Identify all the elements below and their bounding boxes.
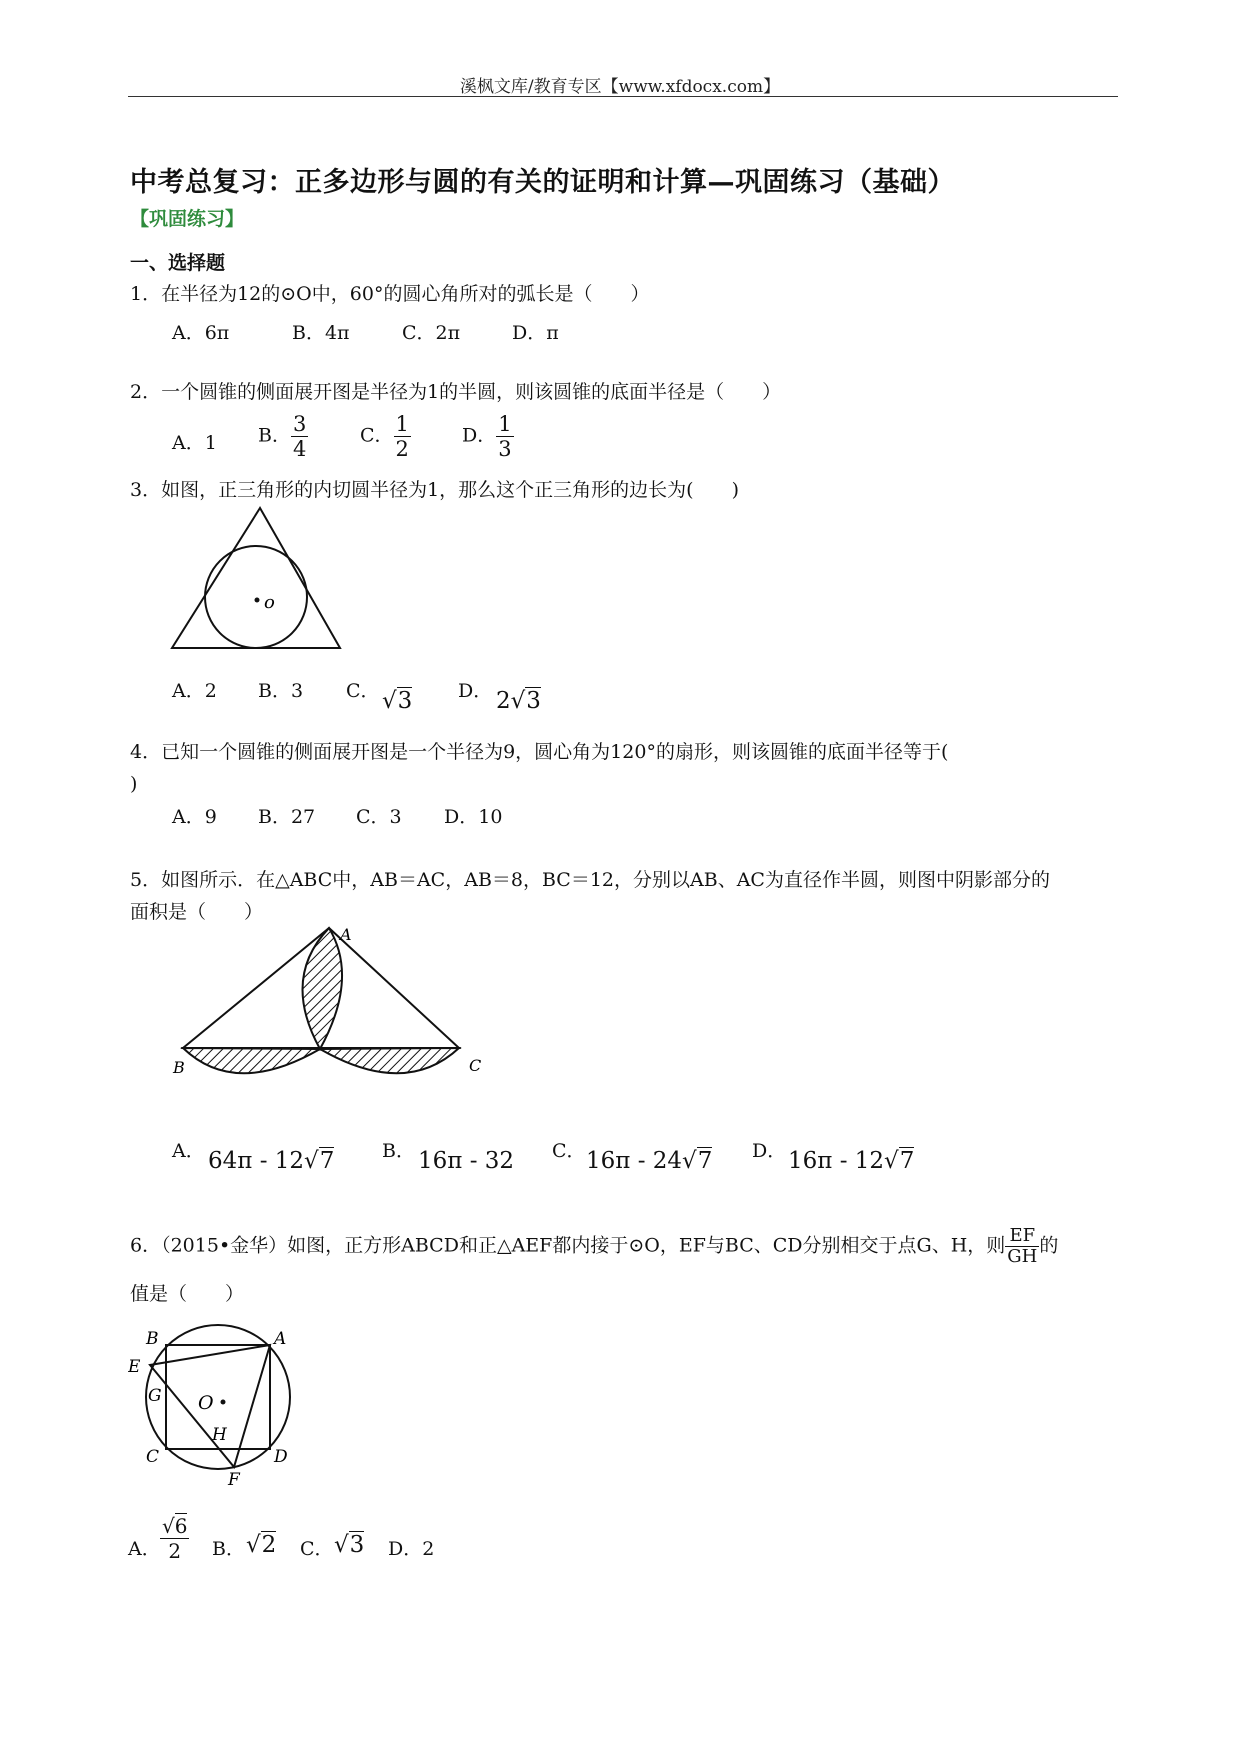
q5-label-c: C bbox=[469, 1056, 482, 1075]
q3-option-d-label: D． bbox=[458, 680, 493, 702]
q6-label-b: B bbox=[146, 1329, 159, 1349]
q6-option-b-label: B． bbox=[212, 1538, 245, 1560]
q6-option-d-label: D． bbox=[388, 1538, 423, 1560]
q5-option-d-expr: 16π - 12 bbox=[788, 1148, 885, 1174]
header-divider bbox=[128, 96, 1118, 97]
q5-option-c-radicand: 7 bbox=[697, 1148, 713, 1174]
q6-option-a-den: 2 bbox=[168, 1539, 182, 1563]
q2-option-a-value: 1 bbox=[204, 432, 217, 454]
q5-option-a-value bbox=[208, 1148, 334, 1174]
q2-option-c-fraction bbox=[394, 412, 411, 461]
page-header: 溪枫文库/教育专区【www.xfdocx.com】 bbox=[459, 77, 781, 97]
q6-option-d-value: 2 bbox=[422, 1538, 435, 1560]
q1-option-b: B．4π bbox=[292, 322, 350, 344]
q2-option-b-fraction bbox=[291, 412, 308, 461]
q6-option-a-num: √6 bbox=[162, 1514, 188, 1538]
question-5-stem-line1: 5．如图所示．在△ABC中，AB＝AC，AB＝8，BC＝12，分别以AB、AC为直径作半圆，则图中阴影部分的 bbox=[130, 869, 1050, 891]
question-6-stem-line1 bbox=[130, 1226, 1058, 1267]
question-6-stem-line2: 值是（ ） bbox=[130, 1283, 245, 1305]
q3-option-d-radicand: 3 bbox=[526, 688, 541, 714]
q3-option-a-label: A． bbox=[172, 680, 205, 702]
q2-option-c bbox=[360, 412, 411, 461]
q2-option-c-den: 2 bbox=[395, 437, 409, 461]
page-title: 中考总复习：正多边形与圆的有关的证明和计算—巩固练习（基础） bbox=[130, 167, 955, 198]
q2-option-b bbox=[258, 412, 308, 461]
q5-option-a-radical: √7 bbox=[304, 1148, 335, 1174]
q6-option-b-radical: √2 bbox=[246, 1532, 277, 1558]
q5-option-d-radicand: 7 bbox=[899, 1148, 915, 1174]
q5-option-c-value bbox=[586, 1148, 712, 1174]
q6-option-c-radicand: 3 bbox=[349, 1532, 365, 1558]
q2-option-a bbox=[172, 428, 217, 455]
q5-option-c-label: C． bbox=[552, 1140, 586, 1162]
q3-option-b-value: 3 bbox=[290, 680, 304, 702]
q5-label-a: A bbox=[340, 925, 352, 944]
q5-option-a-label: A． bbox=[172, 1140, 205, 1162]
q5-shaded-left bbox=[183, 1048, 320, 1073]
q5-option-c-expr: 16π - 24 bbox=[586, 1148, 683, 1174]
q6-option-a-radicand: 6 bbox=[174, 1514, 188, 1538]
q6-option-a-value bbox=[160, 1514, 189, 1563]
question-1-stem: 1．在半径为12的⊙O中，60°的圆心角所对的弧长是（ ） bbox=[130, 283, 650, 305]
q2-option-d-fraction bbox=[496, 412, 513, 461]
q4-option-d: D．10 bbox=[444, 806, 503, 828]
q3-option-b bbox=[258, 676, 303, 703]
q2-option-d-num: 1 bbox=[498, 412, 512, 436]
q2-option-d-den: 3 bbox=[498, 437, 512, 461]
question-2-stem: 2．一个圆锥的侧面展开图是半径为1的半圆，则该圆锥的底面半径是（ ） bbox=[130, 381, 782, 403]
q2-option-b-label: B． bbox=[258, 424, 291, 447]
q3-label-o: o bbox=[264, 592, 275, 613]
q6-label-c: C bbox=[146, 1447, 160, 1467]
q5-shaded-right bbox=[320, 1048, 459, 1073]
q6-option-c-label: C． bbox=[300, 1538, 334, 1560]
q5-option-d-value bbox=[788, 1148, 914, 1174]
q6-option-d bbox=[388, 1534, 434, 1561]
q5-label-b: B bbox=[173, 1058, 185, 1077]
q5-option-c-radical: √7 bbox=[682, 1148, 713, 1174]
q2-option-c-label: C． bbox=[360, 424, 394, 447]
q3-option-d-radical: √3 bbox=[510, 688, 541, 714]
q1-option-c: C．2π bbox=[402, 322, 461, 344]
q6-label-o: O bbox=[198, 1392, 214, 1414]
question-3-stem: 3．如图，正三角形的内切圆半径为1，那么这个正三角形的边长为( ) bbox=[130, 479, 740, 501]
q3-option-c-label: C． bbox=[346, 680, 380, 702]
q4-option-b: B．27 bbox=[258, 806, 316, 828]
q3-option-d-coef: 2 bbox=[496, 688, 511, 714]
q1-option-a: A．6π bbox=[172, 322, 230, 344]
question-6-stem-text: 6．（2015•金华）如图，正方形ABCD和正△AEF都内接于⊙O，EF与BC、CD分别相交于点G、H，则 bbox=[130, 1234, 1006, 1257]
q3-figure-incircle bbox=[170, 504, 350, 654]
q3-option-b-label: B． bbox=[258, 680, 291, 702]
q5-option-a-expr: 64π - 12 bbox=[208, 1148, 305, 1174]
q2-option-a-label: A． bbox=[172, 432, 205, 454]
q2-option-b-den: 4 bbox=[292, 437, 307, 461]
q6-stem-suffix: 的 bbox=[1039, 1234, 1059, 1257]
q6-center-dot bbox=[221, 1400, 226, 1405]
q6-option-b-radicand: 2 bbox=[261, 1532, 277, 1558]
question-4-stem-line2: ) bbox=[130, 773, 138, 795]
q1-option-d: D．π bbox=[512, 322, 559, 344]
q6-label-a: A bbox=[274, 1329, 287, 1349]
q2-option-b-num: 3 bbox=[292, 412, 307, 436]
q6-option-a-label: A． bbox=[128, 1538, 161, 1560]
q3-option-a-value: 2 bbox=[204, 680, 217, 702]
q6-figure-inscribed bbox=[128, 1310, 308, 1485]
q2-option-d-label: D． bbox=[462, 424, 497, 447]
q3-option-d-value bbox=[496, 688, 541, 714]
section-tag: 【巩固练习】 bbox=[130, 208, 245, 230]
q3-triangle bbox=[172, 508, 340, 648]
q3-center-dot bbox=[255, 598, 260, 603]
q5-option-d-radical: √7 bbox=[884, 1148, 915, 1174]
q6-option-c-radical: √3 bbox=[334, 1532, 365, 1558]
q6-ratio-den: GH bbox=[1007, 1246, 1038, 1267]
q3-incircle bbox=[205, 546, 307, 648]
q6-option-c-value bbox=[334, 1532, 364, 1558]
q3-option-c-radical: √3 bbox=[382, 688, 413, 714]
q5-option-b-value: 16π - 32 bbox=[418, 1148, 515, 1174]
q5-figure-semicircles bbox=[165, 918, 495, 1088]
q2-option-c-num: 1 bbox=[395, 412, 409, 436]
q6-option-a-fraction bbox=[160, 1514, 189, 1563]
section-heading: 一、选择题 bbox=[130, 252, 226, 274]
q6-label-f: F bbox=[228, 1470, 240, 1485]
q6-label-g: G bbox=[148, 1386, 162, 1406]
q3-option-c-value bbox=[382, 688, 412, 714]
q4-option-a: A．9 bbox=[172, 806, 217, 828]
q6-ratio-num: EF bbox=[1005, 1226, 1039, 1247]
q2-option-d bbox=[462, 412, 514, 461]
question-5-stem-line2: 面积是（ ） bbox=[130, 901, 264, 923]
q6-label-d: D bbox=[274, 1447, 288, 1467]
q6-ratio-fraction bbox=[1005, 1226, 1039, 1267]
q6-option-b-value bbox=[246, 1532, 276, 1558]
question-4-stem-line1: 4．已知一个圆锥的侧面展开图是一个半径为9，圆心角为120°的扇形，则该圆锥的底面半径等于( bbox=[130, 741, 949, 763]
q4-option-c: C．3 bbox=[356, 806, 402, 828]
q3-option-c-radicand: 3 bbox=[397, 688, 413, 714]
q5-option-d-label: D． bbox=[752, 1140, 787, 1162]
q6-label-e: E bbox=[128, 1357, 141, 1377]
q5-option-a-radicand: 7 bbox=[319, 1148, 335, 1174]
q6-label-h: H bbox=[212, 1425, 227, 1445]
q3-option-a bbox=[172, 676, 217, 703]
q5-option-b-label: B． bbox=[382, 1140, 415, 1162]
